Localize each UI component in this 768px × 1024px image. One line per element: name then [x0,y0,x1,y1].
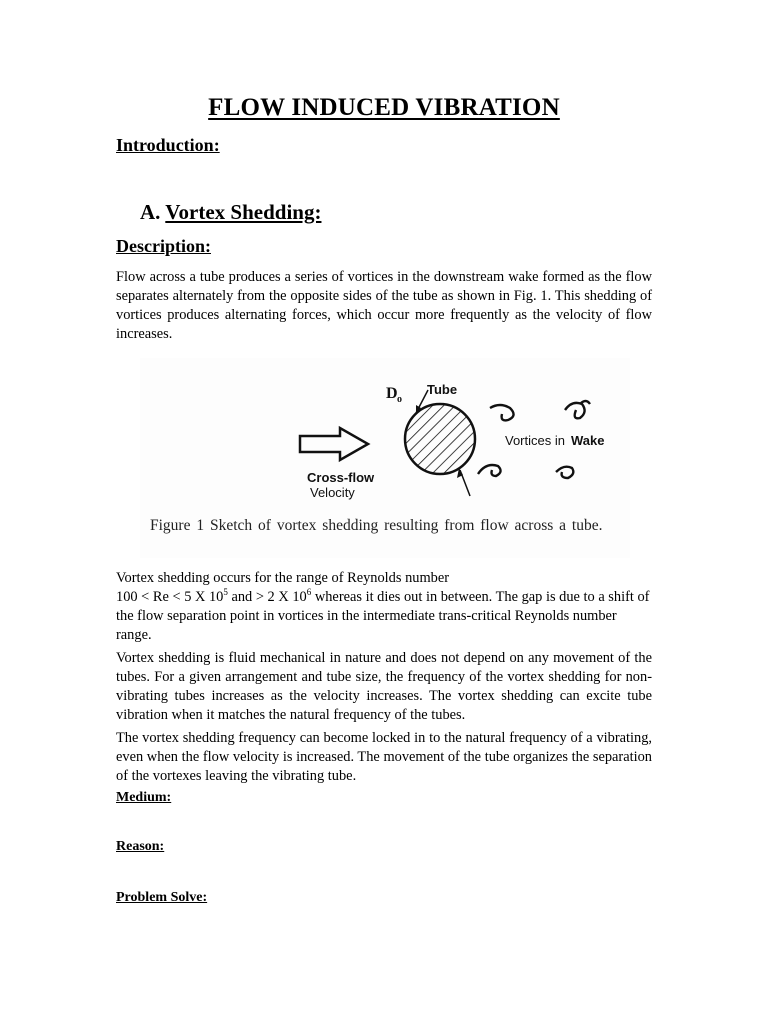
label-tube: Tube [427,382,458,397]
vortex-1 [490,405,514,420]
crossflow-arrow [300,428,368,460]
section-a-heading [140,200,321,225]
exponent-1: 5 [223,587,228,598]
label-wake: Wake [571,433,605,448]
reason-heading: Reason: [116,839,165,854]
paragraph-2-line1: Vortex shedding occurs for the range of Reynolds number [116,570,450,586]
section-a-letter: A. [140,200,161,224]
figure-caption: Figure 1 Sketch of vortex shedding resulting from flow across a tube. [150,517,603,534]
label-vortices: Vortices in [505,433,565,448]
paragraph-1: Flow across a tube produces a series of vortices in the downstream wake formed as the flow separates alternately from the opposite sides of the tube as shown in Fig. 1. This shedding of vortices produces alternating forces, which occur more frequently as the velocity of flow increases. [116,269,652,342]
label-velocity: Velocity [310,485,355,500]
introduction-heading: Introduction: [116,135,220,155]
section-a-title: Vortex Shedding: [165,200,322,224]
vortex-4 [556,467,573,478]
medium-heading: Medium: [116,790,172,805]
tube-circle [405,404,475,474]
paragraph-2-part-b: and > 2 X 10 [227,589,307,605]
paragraph-2-part-c: whereas it dies out in between. The gap is due to a shift of the flow separation point in vortices in the intermediate trans-critical Reynolds number range. [116,589,650,643]
paragraph-3: Vortex shedding is fluid mechanical in nature and does not depend on any movement of the tubes. For a given arrangement and tube size, the frequency of the vortex shedding for non-vibrating tubes increases as the velocity increases. The vortex shedding can excite tube vibration when it matches the natural frequency of the tubes. [116,650,652,723]
label-do: D [386,385,398,402]
problem-solve-heading: Problem Solve: [116,890,208,905]
description-heading: Description: [116,236,211,256]
paragraph-2-part-a: 100 < Re < 5 X 10 [116,589,224,605]
paragraph-4: The vortex shedding frequency can become locked in to the natural frequency of a vibrating, even when the flow velocity is increased. The movement of the tube organizes the separation of the vortexes leaving the vibrating tube. [116,730,652,784]
paragraph-2 [116,569,652,645]
exponent-2: 6 [306,587,312,598]
label-crossflow: Cross-flow [307,470,375,485]
vortex-2 [565,401,590,418]
page-title: FLOW INDUCED VIBRATION [208,94,560,121]
label-do-sub: o [397,394,402,405]
vortex-3 [478,465,501,476]
